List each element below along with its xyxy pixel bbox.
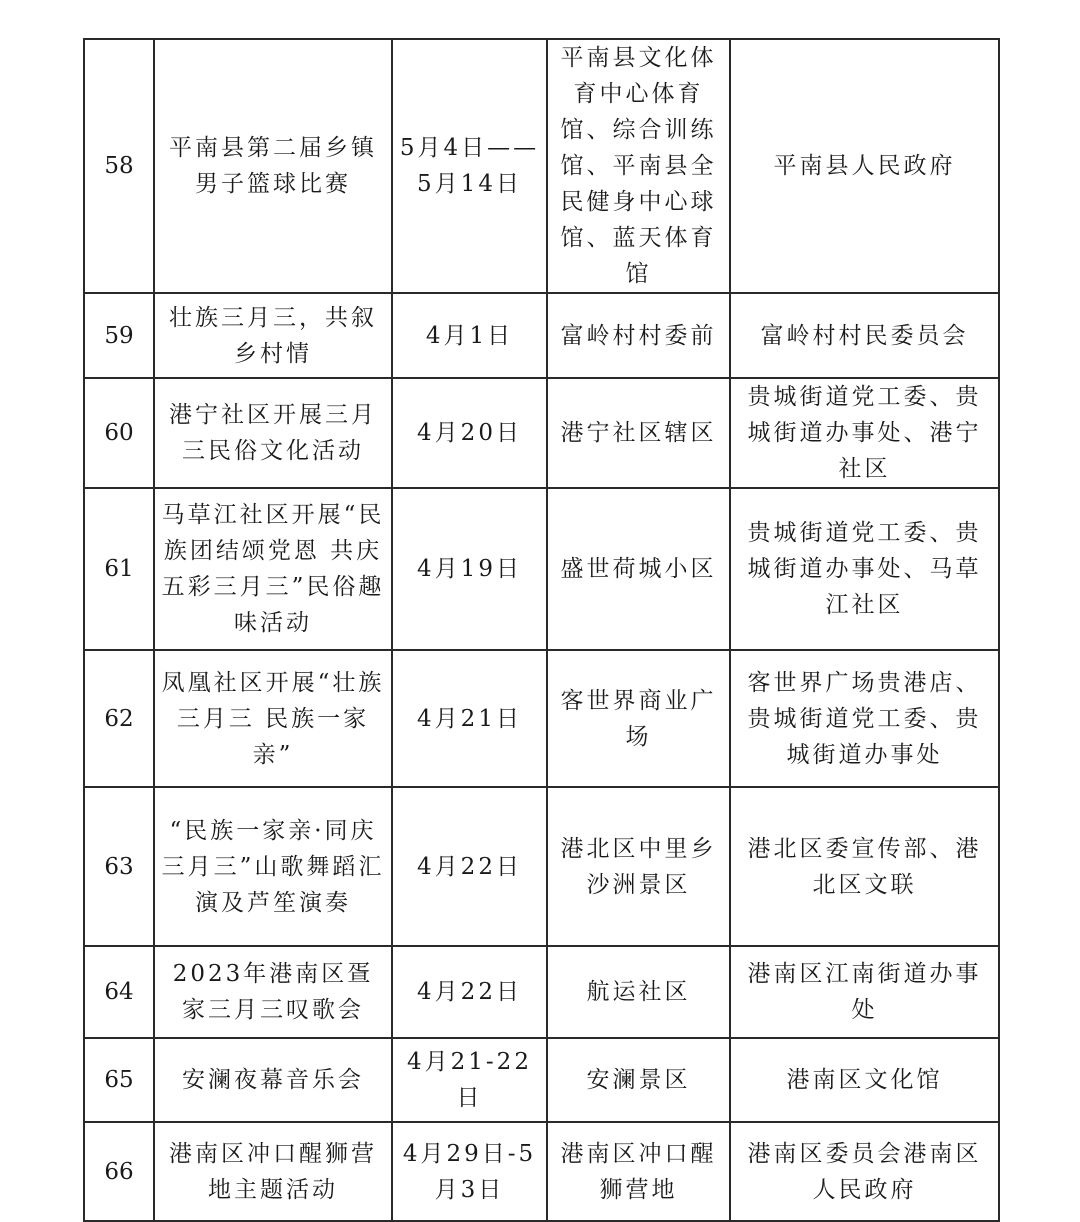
- table-row: [84, 488, 999, 650]
- event-organizer: 富岭村村民委员会: [730, 293, 999, 378]
- event-organizer: 港北区委宣传部、港北区文联: [730, 787, 999, 946]
- event-organizer: 平南县人民政府: [730, 39, 999, 293]
- event-organizer: 港南区江南街道办事处: [730, 946, 999, 1038]
- event-time: 4月20日: [392, 378, 547, 488]
- event-organizer: 贵城街道党工委、贵城街道办事处、马草江社区: [730, 488, 999, 650]
- row-number: 60: [84, 378, 154, 488]
- row-number: 62: [84, 650, 154, 787]
- table-row: [84, 1122, 999, 1221]
- event-place: 港宁社区辖区: [547, 378, 730, 488]
- event-place: 港北区中里乡沙洲景区: [547, 787, 730, 946]
- event-name: 安澜夜幕音乐会: [154, 1038, 392, 1122]
- row-number: 63: [84, 787, 154, 946]
- event-time: 4月22日: [392, 946, 547, 1038]
- events-table: [83, 38, 1000, 1222]
- table-row: [84, 787, 999, 946]
- event-time: 4月29日-5月3日: [392, 1122, 547, 1221]
- event-name: 港宁社区开展三月三民俗文化活动: [154, 378, 392, 488]
- event-place: 富岭村村委前: [547, 293, 730, 378]
- table-row: [84, 378, 999, 488]
- row-number: 61: [84, 488, 154, 650]
- event-organizer: 客世界广场贵港店、贵城街道党工委、贵城街道办事处: [730, 650, 999, 787]
- row-number: 65: [84, 1038, 154, 1122]
- event-place: 安澜景区: [547, 1038, 730, 1122]
- event-time: 5月4日——5月14日: [392, 39, 547, 293]
- event-place: 客世界商业广场: [547, 650, 730, 787]
- event-organizer: 贵城街道党工委、贵城街道办事处、港宁社区: [730, 378, 999, 488]
- event-time: 4月1日: [392, 293, 547, 378]
- event-time: 4月19日: [392, 488, 547, 650]
- event-place: 航运社区: [547, 946, 730, 1038]
- event-time: 4月22日: [392, 787, 547, 946]
- event-name: 港南区冲口醒狮营地主题活动: [154, 1122, 392, 1221]
- row-number: 66: [84, 1122, 154, 1221]
- event-organizer: 港南区文化馆: [730, 1038, 999, 1122]
- table-row: [84, 293, 999, 378]
- event-place: 港南区冲口醒狮营地: [547, 1122, 730, 1221]
- event-place: 平南县文化体育中心体育馆、综合训练馆、平南县全民健身中心球馆、蓝天体育馆: [547, 39, 730, 293]
- row-number: 59: [84, 293, 154, 378]
- event-time: 4月21日: [392, 650, 547, 787]
- table-row: [84, 1038, 999, 1122]
- row-number: 64: [84, 946, 154, 1038]
- event-name: “民族一家亲·同庆三月三”山歌舞蹈汇演及芦笙演奏: [154, 787, 392, 946]
- event-name: 壮族三月三，共叙乡村情: [154, 293, 392, 378]
- row-number: 58: [84, 39, 154, 293]
- event-name: 马草江社区开展“民族团结颂党恩 共庆五彩三月三”民俗趣味活动: [154, 488, 392, 650]
- event-organizer: 港南区委员会港南区人民政府: [730, 1122, 999, 1221]
- event-time: 4月21-22日: [392, 1038, 547, 1122]
- event-place: 盛世荷城小区: [547, 488, 730, 650]
- table-row: [84, 946, 999, 1038]
- table-row: [84, 39, 999, 293]
- event-name: 平南县第二届乡镇男子篮球比赛: [154, 39, 392, 293]
- event-name: 2023年港南区疍家三月三叹歌会: [154, 946, 392, 1038]
- event-name: 凤凰社区开展“壮族三月三 民族一家亲”: [154, 650, 392, 787]
- table-row: [84, 650, 999, 787]
